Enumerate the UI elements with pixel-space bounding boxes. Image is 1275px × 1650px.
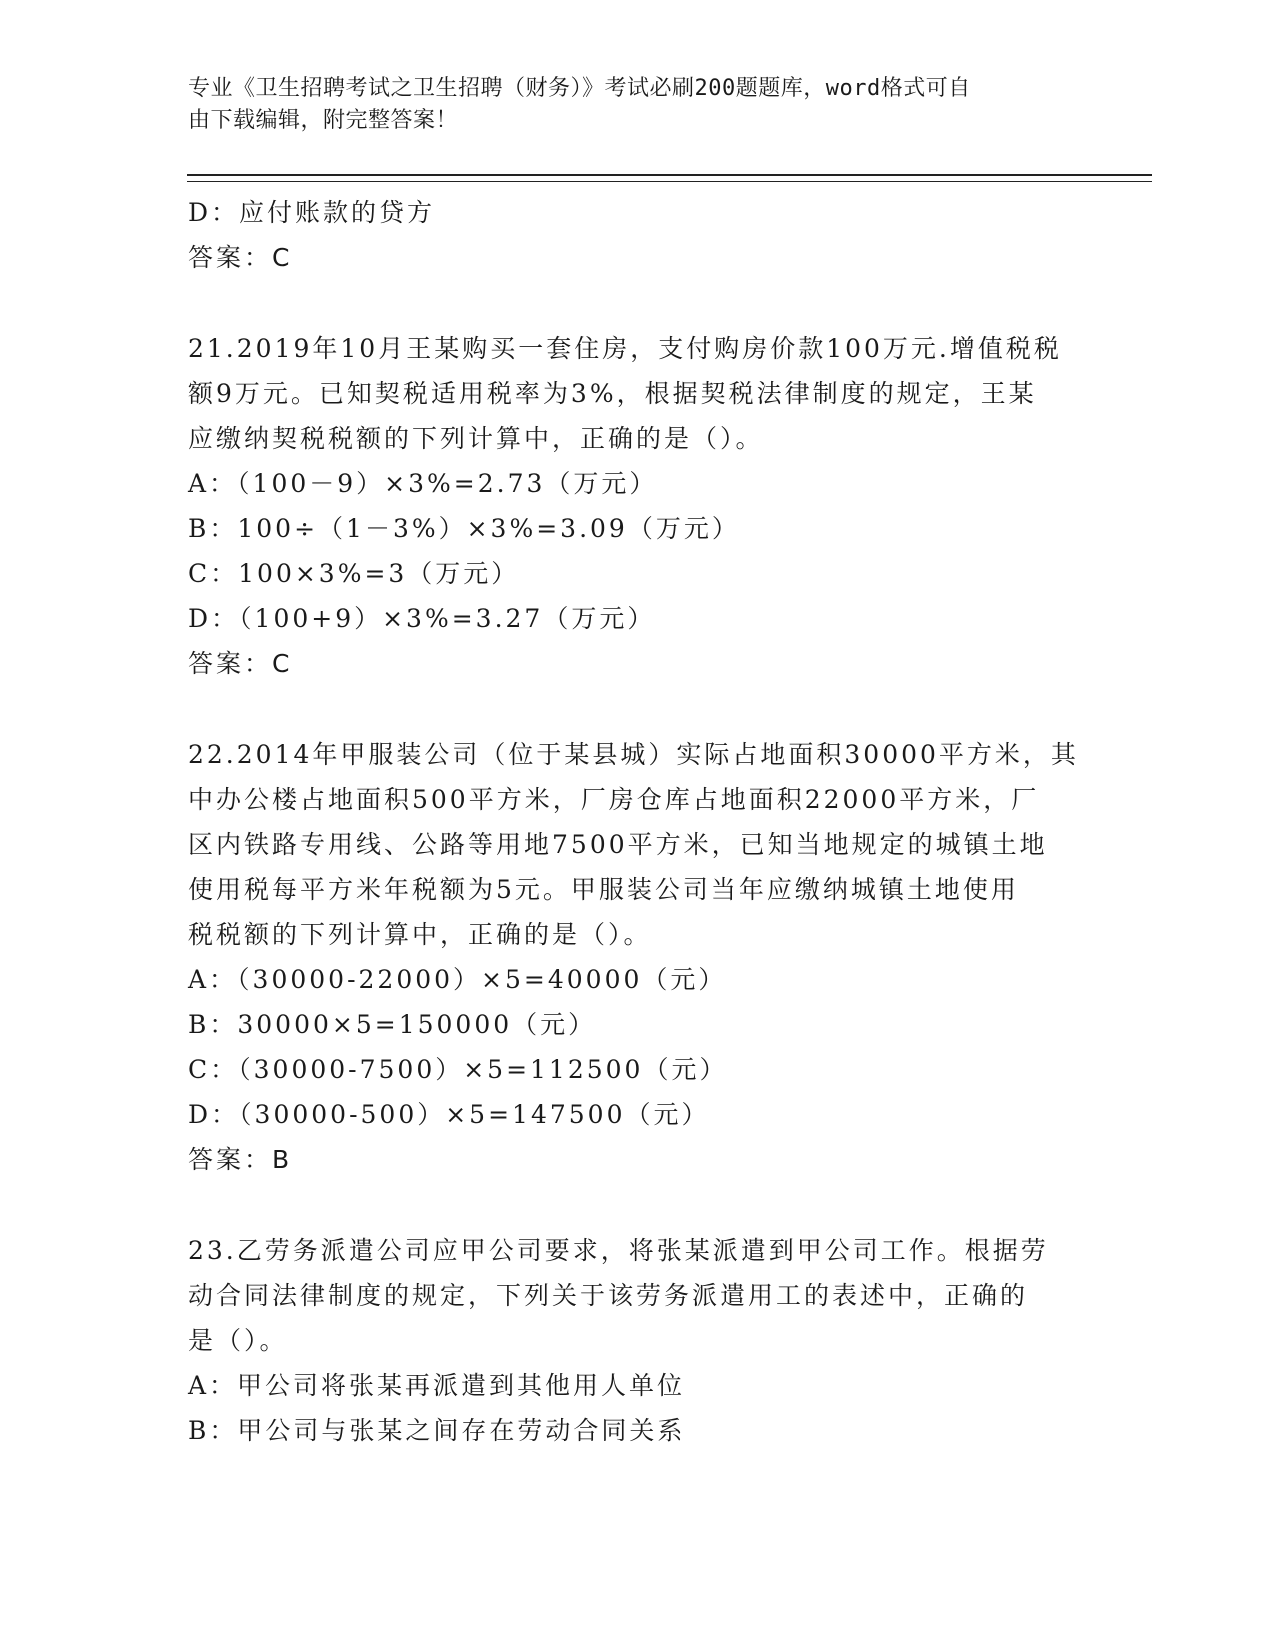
document-content [188,190,1088,1453]
spacer [188,686,1088,732]
header-rule-thick [187,174,1152,176]
spacer [188,1182,1088,1228]
option-c: C：（30000-7500）×5=112500（元） [188,1055,728,1084]
question-text-line: 区内铁路专用线、公路等用地7500平方米，已知当地规定的城镇土地 [188,830,1048,859]
page-header [188,73,1068,137]
question-text-line: 中办公楼占地面积500平方米，厂房仓库占地面积22000平方米，厂 [188,785,1040,814]
option-a: A：甲公司将张某再派遣到其他用人单位 [188,1371,686,1400]
spacer [188,280,1088,326]
prev-answer: 答案：C [188,243,293,272]
option-c: C：100×3%=3（万元） [188,559,520,588]
question-text-line: 动合同法律制度的规定，下列关于该劳务派遣用工的表述中，正确的 [188,1281,1029,1310]
question-text-line: 21.2019年10月王某购买一套住房，支付购房价款100万元.增值税税 [188,334,1062,363]
question-21 [188,326,1088,686]
question-text-line: 使用税每平方米年税额为5元。甲服装公司当年应缴纳城镇土地使用 [188,875,1019,904]
header-line-1: 专业《卫生招聘考试之卫生招聘（财务）》考试必刷200题题库，word格式可自 [188,76,971,101]
header-rule-thin [187,181,1152,182]
question-22 [188,732,1088,1182]
answer: 答案：B [188,1145,293,1174]
option-b: B：30000×5=150000（元） [188,1010,597,1039]
question-23 [188,1228,1088,1453]
question-text-line: 税税额的下列计算中，正确的是（）。 [188,920,652,949]
option-a: A：（100－9）×3%=2.73（万元） [188,469,658,498]
question-text-line: 额9万元。已知契税适用税率为3%，根据契税法律制度的规定，王某 [188,379,1037,408]
option-b: B：甲公司与张某之间存在劳动合同关系 [188,1416,686,1445]
option-d: D：（100+9）×3%=3.27（万元） [188,604,656,633]
answer: 答案：C [188,649,293,678]
question-text-line: 23.乙劳务派遣公司应甲公司要求，将张某派遣到甲公司工作。根据劳 [188,1236,1049,1265]
question-text-line: 22.2014年甲服装公司（位于某县城）实际占地面积30000平方米，其 [188,740,1079,769]
option-a: A：（30000-22000）×5=40000（元） [188,965,727,994]
option-b: B：100÷（1－3%）×3%=3.09（万元） [188,514,740,543]
prev-option-d: D：应付账款的贷方 [188,198,436,227]
option-d: D：（30000-500）×5=147500（元） [188,1100,710,1129]
question-text-line: 应缴纳契税税额的下列计算中，正确的是（）。 [188,424,764,453]
question-text-line: 是（）。 [188,1326,288,1355]
header-line-2: 由下载编辑，附完整答案！ [188,108,459,133]
